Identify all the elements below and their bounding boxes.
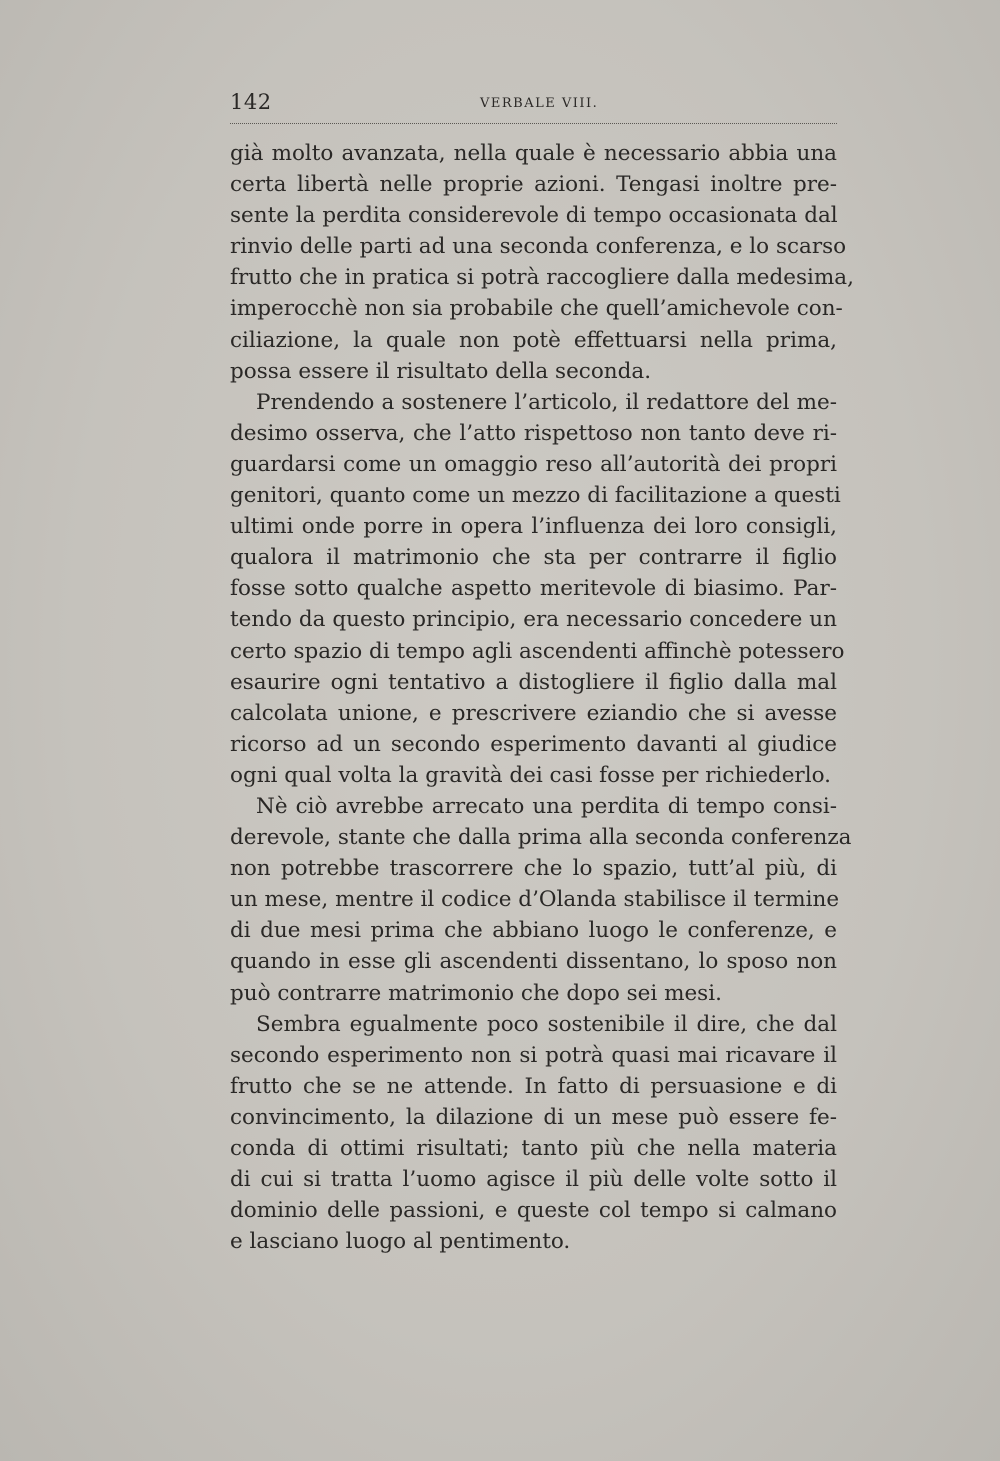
text-line: fosse sotto qualche aspetto meritevole di biasimo. Par-	[230, 576, 837, 602]
text-line: calcolata unione, e prescrivere eziandio che si avesse	[230, 700, 837, 726]
text-line: dominio delle passioni, e queste col tempo si calmano	[230, 1198, 837, 1224]
text-line: convincimento, la dilazione di un mese può essere fe-	[230, 1104, 837, 1130]
text-line: certo spazio di tempo agli ascendenti affinchè potessero	[230, 638, 845, 664]
text-line: Sembra egualmente poco sostenibile il dire, che dal	[256, 1011, 837, 1037]
text-line: ultimi onde porre in opera l’influenza dei loro consigli,	[230, 514, 837, 540]
text-line: genitori, quanto come un mezzo di facilitazione a questi	[230, 483, 841, 509]
text-line: ogni qual volta la gravità dei casi fosse per richiederlo.	[230, 762, 831, 788]
text-line: un mese, mentre il codice d’Olanda stabilisce il termine	[230, 887, 840, 913]
text-line: può contrarre matrimonio che dopo sei mesi.	[230, 980, 722, 1006]
text-line: quando in esse gli ascendenti dissentano, lo sposo non	[230, 949, 837, 975]
text-line: e lasciano luogo al pentimento.	[230, 1229, 571, 1255]
text-line: tendo da questo principio, era necessario concedere un	[230, 607, 837, 633]
text-line: già molto avanzata, nella quale è necessario abbia una	[230, 141, 837, 166]
paragraph	[230, 138, 854, 387]
text-line: qualora il matrimonio che sta per contrarre il figlio	[230, 545, 837, 571]
text-line: guardarsi come un omaggio reso all’autorità dei propri	[230, 451, 837, 477]
text-line: possa essere il risultato della seconda.	[230, 358, 652, 384]
text-line: rinvio delle parti ad una seconda conferenza, e lo scarso	[230, 234, 847, 260]
text-line: sente la perdita considerevole di tempo occasionata dal	[230, 203, 838, 229]
paragraph	[230, 1009, 837, 1258]
text-line: derevole, stante che dalla prima alla seconda conferenza	[230, 825, 852, 851]
text-line: ricorso ad un secondo esperimento davanti al giudice	[230, 731, 837, 757]
text-line: di cui si tratta l’uomo agisce il più delle volte sotto il	[230, 1167, 837, 1193]
paragraph	[230, 791, 852, 1009]
text-line: non potrebbe trascorrere che lo spazio, tutt’al più, di	[230, 856, 837, 882]
header-rule	[230, 123, 837, 124]
text-line: certa libertà nelle proprie azioni. Tengasi inoltre pre-	[230, 172, 837, 198]
body-text	[230, 138, 854, 1257]
text-line: di due mesi prima che abbiano luogo le conferenze, e	[230, 918, 837, 944]
page-header	[230, 88, 837, 118]
text-line: Nè ciò avrebbe arrecato una perdita di tempo consi-	[256, 793, 837, 819]
text-line: secondo esperimento non si potrà quasi mai ricavare il	[230, 1042, 837, 1068]
running-head: VERBALE VIII.	[480, 96, 599, 111]
text-line: imperocchè non sia probabile che quell’amichevole con-	[230, 296, 843, 322]
text-line: Prendendo a sostenere l’articolo, il redattore del me-	[256, 389, 837, 415]
text-line: esaurire ogni tentativo a distogliere il figlio dalla mal	[230, 669, 837, 695]
text-line: frutto che in pratica si potrà raccogliere dalla medesima,	[230, 265, 854, 291]
page-number: 142	[230, 90, 272, 114]
text-line: conda di ottimi risultati; tanto più che nella materia	[230, 1136, 837, 1161]
paragraph	[230, 387, 845, 791]
text-line: desimo osserva, che l’atto rispettoso non tanto deve ri-	[230, 420, 837, 446]
text-line: ciliazione, la quale non potè effettuarsi nella prima,	[230, 327, 837, 353]
text-line: frutto che se ne attende. In fatto di persuasione e di	[230, 1073, 837, 1099]
